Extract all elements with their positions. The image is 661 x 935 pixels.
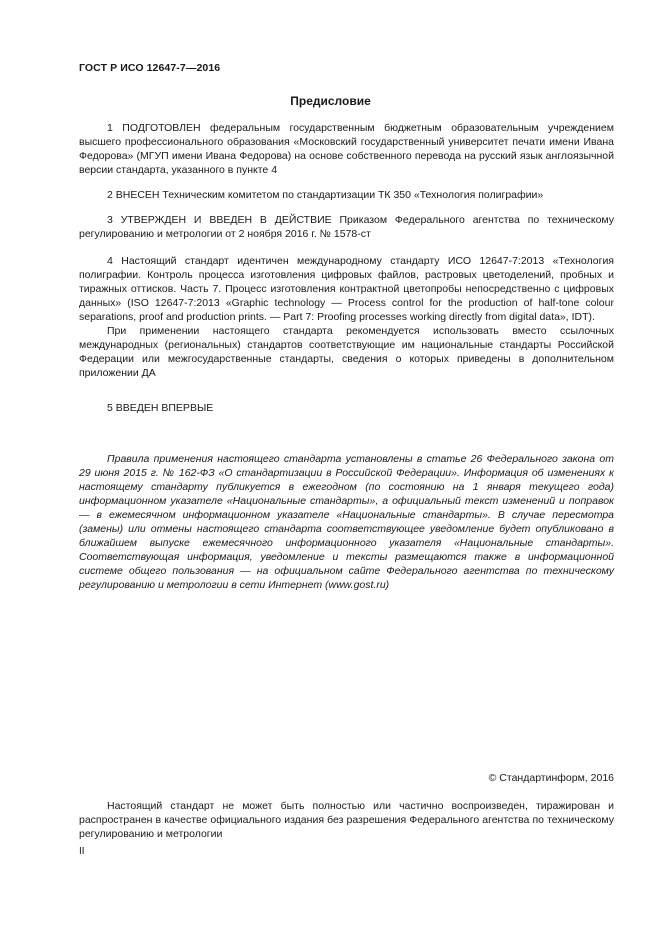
item-4-text: 4 Настоящий стандарт идентичен международному стандарту ИСО 12647-7:2013 «Технология полиграфии. Контроль процесса изготовления цифровых файлов, растровых цветоделений, пробных и тиражных оттисков. Часть 7. Процесс изготовления контрактной цветопробы непосредственно с цифровых данных» (ISO 12647-7:2013 «Graphic technology — Process control for the production of half-tone colour separations, proof and production prints. — Part 7: Proofing processes working directly from digital data», IDT). xyxy=(79,255,614,323)
paragraph-item-5 xyxy=(79,401,614,415)
item-5-text: 5 ВВЕДЕН ВПЕРВЫЕ xyxy=(107,402,214,414)
paragraph-item-4 xyxy=(79,254,614,380)
paragraph-item-3 xyxy=(79,213,614,241)
copyright-line: © Стандартинформ, 2016 xyxy=(488,772,614,784)
item-1-text: 1 ПОДГОТОВЛЕН федеральным государственным бюджетным образовательным учреждением высшего профессионального образования «Московский государственный университет печати имени Ивана Федорова» (МГУП имени Ивана Федорова) на основе собственного перевода на русский язык англоязычной версии стандарта, указанного в пункте 4 xyxy=(79,122,614,176)
paragraph-item-2 xyxy=(79,188,614,202)
reproduction-notice xyxy=(79,799,614,841)
item-4-continuation-text: При применении настоящего стандарта рекомендуется использовать вместо ссылочных международных (региональных) стандартов соответствующие им национальные стандарты Российской Федерации или межгосударственные стандарты, сведения о которых приведены в дополнительном приложении ДА xyxy=(79,325,614,379)
page-number: II xyxy=(79,846,85,857)
reproduction-notice-text: Настоящий стандарт не может быть полностью или частично воспроизведен, тиражирован и распространен в качестве официального издания без разрешения Федерального агентства по техническому регулированию и метрологии xyxy=(79,800,614,840)
legal-note-text: Правила применения настоящего стандарта установлены в статье 26 Федерального закона от 29 июня 2015 г. № 162-ФЗ «О стандартизации в Российской Федерации». Информация об изменениях к настоящему стандарту публикуется в ежегодном (по состоянию на 1 января текущего года) информационном указателе «Национальные стандарты», а официальный текст изменений и поправок — в ежемесячном информационном указателе «Национальные стандарты». В случае пересмотра (замены) или отмены настоящего стандарта соответствующее уведомление будет опубликовано в ближайшем выпуске ежемесячного информационного указателя «Национальные стандарты». Соответствующая информация, уведомление и тексты размещаются также в информационной системе общего пользования — на официальном сайте Федерального агентства по техническому регулированию и метрологии в сети Интернет (www.gost.ru) xyxy=(79,453,614,591)
paragraph-item-1 xyxy=(79,121,614,177)
item-3-text: 3 УТВЕРЖДЕН И ВВЕДЕН В ДЕЙСТВИЕ Приказом Федерального агентства по техническому регулированию и метрологии от 2 ноября 2016 г. № 1578-ст xyxy=(79,214,614,240)
document-header-id: ГОСТ Р ИСО 12647-7—2016 xyxy=(79,62,221,74)
item-2-text: 2 ВНЕСЕН Техническим комитетом по стандартизации ТК 350 «Технология полиграфии» xyxy=(107,189,544,201)
section-title-foreword: Предисловие xyxy=(290,94,371,108)
legal-note-block xyxy=(79,452,614,592)
